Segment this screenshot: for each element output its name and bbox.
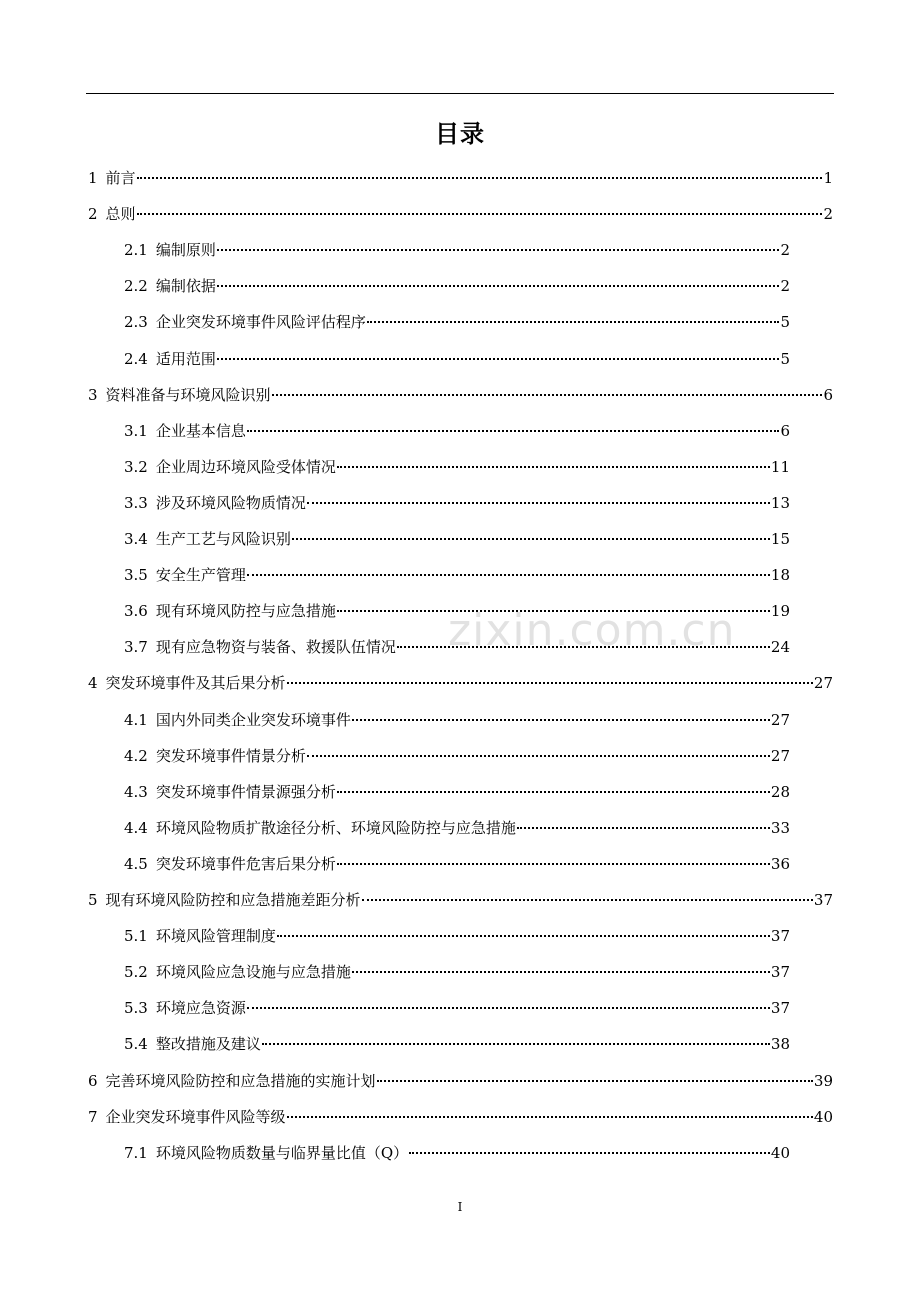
- toc-entry-page: 24: [770, 638, 790, 657]
- toc-dot-leader: [292, 538, 770, 540]
- toc-dot-leader: [287, 1116, 813, 1118]
- toc-entry-title: 突发环境事件情景分析: [155, 746, 306, 765]
- toc-entry-number: 2.1: [124, 241, 148, 260]
- toc-entry-number: 4: [88, 674, 98, 693]
- toc-entry-page: 28: [770, 782, 790, 801]
- toc-entry-title: 现有环境风防控与应急措施: [155, 602, 336, 621]
- toc-entry-number: 5.4: [124, 1035, 148, 1054]
- toc-entry[interactable]: [124, 708, 790, 732]
- toc-entry-number: 3.7: [124, 638, 148, 657]
- header-rule: [86, 93, 834, 94]
- toc-dot-leader: [287, 682, 813, 684]
- toc-entry-title: 安全生产管理: [155, 566, 246, 585]
- toc-dot-leader: [352, 971, 770, 973]
- toc-dot-leader: [517, 827, 770, 829]
- toc-entry[interactable]: [124, 816, 790, 840]
- toc-entry-number: 7.1: [124, 1143, 148, 1162]
- toc-dot-leader: [217, 285, 780, 287]
- toc-entry-title: 资料准备与环境风险识别: [105, 385, 271, 404]
- toc-dot-leader: [247, 1007, 770, 1009]
- toc-entry-page: 37: [770, 963, 790, 982]
- toc-entry[interactable]: [124, 274, 790, 298]
- toc-entry-title: 企业基本信息: [155, 421, 246, 440]
- toc-entry-page: 36: [770, 854, 790, 873]
- toc-entry-number: 3.2: [124, 457, 148, 476]
- watermark: zixin.com.cn: [448, 605, 736, 656]
- toc-entry[interactable]: [124, 347, 790, 371]
- toc-entry-title: 环境风险物质数量与临界量比值（Q）: [155, 1143, 409, 1162]
- toc-entry-number: 7: [88, 1107, 98, 1126]
- toc-entry-number: 4.3: [124, 782, 148, 801]
- toc-entry-number: 2.2: [124, 277, 148, 296]
- toc-entry-title: 国内外同类企业突发环境事件: [155, 710, 351, 729]
- toc-dot-leader: [377, 1080, 813, 1082]
- toc-entry-number: 3.4: [124, 530, 148, 548]
- toc-entry[interactable]: [124, 960, 790, 984]
- toc-dot-leader: [307, 502, 770, 504]
- toc-entry-number: 4.1: [124, 710, 148, 729]
- toc-entry[interactable]: [88, 1105, 833, 1129]
- toc-entry-page: 19: [770, 602, 790, 621]
- toc-entry-title: 编制原则: [155, 241, 216, 260]
- toc-entry-number: 3.1: [124, 421, 148, 440]
- toc-entry-title: 环境风险物质扩散途径分析、环境风险防控与应急措施: [155, 818, 516, 837]
- toc-entry-title: 总则: [105, 205, 136, 224]
- toc-entry-title: 涉及环境风险物质情况: [155, 493, 306, 512]
- toc-entry-number: 4.4: [124, 818, 148, 837]
- toc-entry-title: 环境应急资源: [155, 999, 246, 1018]
- toc-entry-title: 突发环境事件情景源强分析: [155, 782, 336, 801]
- toc-entry-page: 40: [770, 1143, 790, 1162]
- page-number: I: [457, 1200, 463, 1214]
- toc-entry-title: 现有环境风险防控和应急措施差距分析: [105, 891, 361, 909]
- toc-entry-page: 6: [823, 385, 833, 404]
- toc-entry-title: 环境风险管理制度: [155, 927, 276, 946]
- toc-entry-number: 3.6: [124, 602, 148, 621]
- toc-entry[interactable]: [88, 888, 833, 912]
- toc-entry-page: 2: [780, 277, 790, 296]
- toc-entry-title: 企业突发环境事件风险等级: [105, 1107, 286, 1126]
- toc-entry-number: 5.1: [124, 927, 148, 946]
- toc-entry-number: 3.3: [124, 493, 148, 512]
- toc-entry-number: 3.5: [124, 566, 148, 585]
- toc-entry-title: 企业突发环境事件风险评估程序: [155, 313, 366, 332]
- toc-entry-title: 完善环境风险防控和应急措施的实施计划: [105, 1071, 376, 1090]
- toc-dot-leader: [337, 791, 770, 793]
- toc-dot-leader: [367, 321, 780, 323]
- toc-entry[interactable]: [124, 419, 790, 443]
- toc-dot-leader: [137, 213, 823, 215]
- toc-entry-title: 现有应急物资与装备、救援队伍情况: [155, 638, 396, 657]
- toc-entry-page: 33: [770, 818, 790, 837]
- toc-entry-number: 4.2: [124, 746, 148, 765]
- toc-entry-page: 15: [770, 530, 790, 548]
- toc-entry-title: 适用范围: [155, 349, 216, 368]
- toc-entry-number: 6: [88, 1071, 98, 1090]
- toc-dot-leader: [337, 466, 770, 468]
- toc-dot-leader: [247, 430, 780, 432]
- toc-dot-leader: [217, 249, 780, 251]
- toc-entry-title: 环境风险应急设施与应急措施: [155, 963, 351, 982]
- toc-entry[interactable]: [88, 166, 833, 190]
- toc-entry-number: 5.2: [124, 963, 148, 982]
- toc-entry[interactable]: [124, 491, 790, 515]
- toc-entry-page: 18: [770, 566, 790, 585]
- toc-entry-page: 37: [770, 927, 790, 946]
- toc-entry-page: 5: [780, 349, 790, 368]
- toc-entry[interactable]: [124, 744, 790, 768]
- toc-entry-page: 38: [770, 1035, 790, 1054]
- toc-entry-title: 整改措施及建议: [155, 1035, 261, 1054]
- toc-dot-leader: [307, 755, 770, 757]
- toc-entry-number: 1: [88, 169, 98, 187]
- toc-entry[interactable]: [88, 1069, 833, 1093]
- toc-entry-number: 3: [88, 385, 98, 404]
- toc-entry-page: 27: [770, 746, 790, 765]
- toc-dot-leader: [247, 574, 770, 576]
- toc-entry-page: 27: [770, 710, 790, 729]
- toc-entry-page: 37: [813, 891, 833, 909]
- toc-entry-number: 2: [88, 205, 98, 224]
- toc-dot-leader: [137, 177, 823, 179]
- toc-entry-number: 2.3: [124, 313, 148, 332]
- toc-entry-title: 突发环境事件危害后果分析: [155, 854, 336, 873]
- toc-dot-leader: [262, 1043, 770, 1045]
- toc-entry-page: 1: [823, 169, 833, 187]
- toc-entry-title: 生产工艺与风险识别: [155, 530, 291, 548]
- toc-dot-leader: [352, 719, 770, 721]
- toc-entry[interactable]: [124, 238, 790, 262]
- toc-entry-page: 11: [770, 457, 790, 476]
- toc-entry[interactable]: [124, 1032, 790, 1056]
- toc-title: 目录: [435, 120, 485, 148]
- toc-entry[interactable]: [124, 924, 790, 948]
- toc-dot-leader: [362, 899, 813, 901]
- toc-entry[interactable]: [124, 563, 790, 587]
- toc-dot-leader: [409, 1152, 770, 1154]
- toc-entry-title: 前言: [105, 169, 136, 187]
- toc-entry-page: 5: [780, 313, 790, 332]
- toc-entry-page: 40: [813, 1107, 833, 1126]
- toc-entry-page: 13: [770, 493, 790, 512]
- toc-entry-page: 39: [813, 1071, 833, 1090]
- toc-entry[interactable]: [124, 527, 790, 551]
- toc-dot-leader: [277, 935, 770, 937]
- toc-entry[interactable]: [88, 383, 833, 407]
- toc-entry[interactable]: [124, 455, 790, 479]
- toc-entry-page: 37: [770, 999, 790, 1018]
- toc-entry-title: 编制依据: [155, 277, 216, 296]
- toc-entry-page: 27: [813, 674, 833, 693]
- toc-entry-number: 5.3: [124, 999, 148, 1018]
- toc-entry[interactable]: [124, 1141, 790, 1165]
- toc-entry[interactable]: [124, 852, 790, 876]
- toc-entry[interactable]: [88, 671, 833, 695]
- toc-dot-leader: [217, 358, 780, 360]
- toc-entry-title: 突发环境事件及其后果分析: [105, 674, 286, 693]
- toc-entry-page: 2: [780, 241, 790, 260]
- toc-entry-page: 2: [823, 205, 833, 224]
- toc-entry[interactable]: [124, 780, 790, 804]
- toc-entry-title: 企业周边环境风险受体情况: [155, 457, 336, 476]
- toc-dot-leader: [272, 394, 823, 396]
- toc-entry-number: 4.5: [124, 854, 148, 873]
- toc-entry[interactable]: [124, 310, 790, 334]
- toc-entry-number: 5: [88, 891, 98, 909]
- toc-entry-number: 2.4: [124, 349, 148, 368]
- toc-entry[interactable]: [124, 996, 790, 1020]
- toc-dot-leader: [337, 863, 770, 865]
- toc-entry[interactable]: [88, 202, 833, 226]
- toc-entry-page: 6: [780, 421, 790, 440]
